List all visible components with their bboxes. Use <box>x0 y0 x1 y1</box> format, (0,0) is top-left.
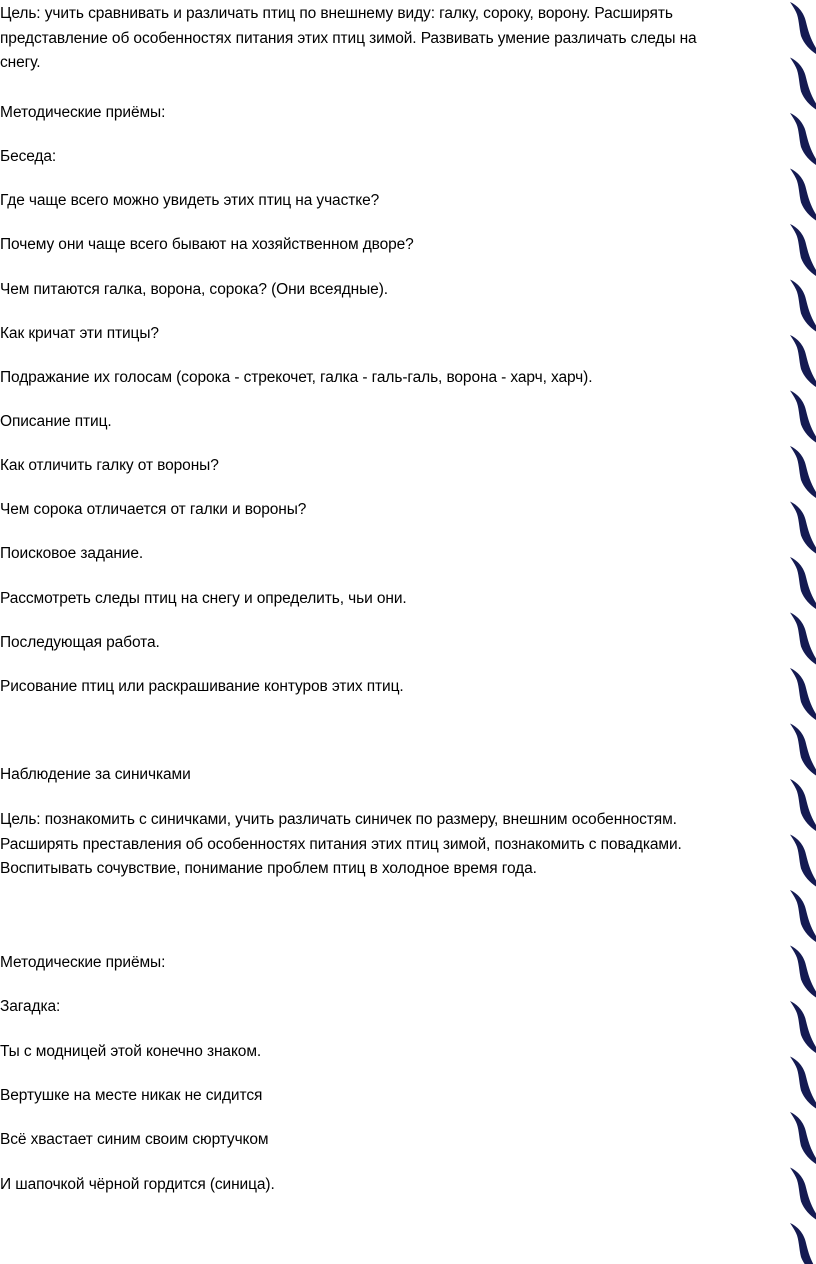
border-flourish <box>790 169 816 221</box>
riddle-line: Вертушке на месте никак не сидится <box>0 1087 263 1104</box>
border-flourish <box>790 946 816 998</box>
border-flourish <box>790 113 816 165</box>
goal-line: Воспитывать сочувствие, понимание проблем птиц в холодное время года. <box>0 860 537 877</box>
methods-heading-2: Методические приёмы: <box>0 954 166 971</box>
border-flourish <box>790 724 816 776</box>
methods-heading-1: Методические приёмы: <box>0 104 166 121</box>
border-flourish <box>790 1057 816 1109</box>
goal-line: представление об особенностях питания этих птиц зимой. Развивать умение различать следы на <box>0 29 697 47</box>
border-flourish <box>790 502 816 554</box>
question-3: Чем питаются галка, ворона, сорока? (Они всеядные). <box>0 281 388 298</box>
border-flourish <box>790 391 816 443</box>
border-flourish <box>790 668 816 720</box>
goal-paragraph-1 <box>0 2 790 76</box>
border-flourish <box>790 835 816 887</box>
border-flourish <box>790 890 816 942</box>
border-flourish <box>790 779 816 831</box>
decorative-page-border <box>788 0 816 1264</box>
question-1: Где чаще всего можно увидеть этих птиц на участке? <box>0 192 380 209</box>
conversation-label: Беседа: <box>0 148 57 165</box>
border-flourish <box>790 557 816 609</box>
goal-paragraph-2 <box>0 808 790 882</box>
question-6: Как отличить галку от вороны? <box>0 457 219 474</box>
section-title-titmice: Наблюдение за синичками <box>0 766 191 783</box>
border-flourish <box>790 1168 816 1220</box>
question-2: Почему они чаще всего бывают на хозяйственном дворе? <box>0 236 414 253</box>
riddle-line: Ты с модницей этой конечно знаком. <box>0 1043 262 1060</box>
question-7: Чем сорока отличается от галки и вороны? <box>0 501 307 518</box>
riddle-line: И шапочкой чёрной гордится (синица). <box>0 1176 275 1193</box>
goal-line: Цель: учить сравнивать и различать птиц по внешнему виду: галку, сороку, ворону. Расширять <box>0 5 673 22</box>
followup-heading: Последующая работа. <box>0 634 160 651</box>
border-flourish <box>790 1001 816 1053</box>
riddle-label: Загадка: <box>0 998 61 1015</box>
border-flourish <box>790 1112 816 1164</box>
border-flourish <box>790 280 816 332</box>
goal-line: снегу. <box>0 54 41 71</box>
border-flourish <box>790 613 816 665</box>
goal-line: Цель: познакомить с синичками, учить различать синичек по размеру, внешним особенностям. <box>0 811 677 828</box>
goal-line: Расширять преставления об особенностях питания этих птиц зимой, познакомить с повадками. <box>0 835 682 853</box>
riddle-line: Всё хвастает синим своим сюртучком <box>0 1131 269 1148</box>
search-task-text: Рассмотреть следы птиц на снегу и определить, чьи они. <box>0 590 407 607</box>
followup-text: Рисование птиц или раскрашивание контуров этих птиц. <box>0 678 404 695</box>
border-flourish <box>790 335 816 387</box>
question-5: Подражание их голосам (сорока - стрекочет, галка - галь-галь, ворона - харч, харч). <box>0 369 593 386</box>
border-flourish <box>790 446 816 498</box>
border-flourish <box>790 2 816 54</box>
border-flourish <box>790 224 816 276</box>
search-task-heading: Поисковое задание. <box>0 545 144 562</box>
border-flourish <box>790 58 816 110</box>
birds-description: Описание птиц. <box>0 413 112 430</box>
border-flourish <box>790 1223 816 1264</box>
question-4: Как кричат эти птицы? <box>0 325 159 342</box>
